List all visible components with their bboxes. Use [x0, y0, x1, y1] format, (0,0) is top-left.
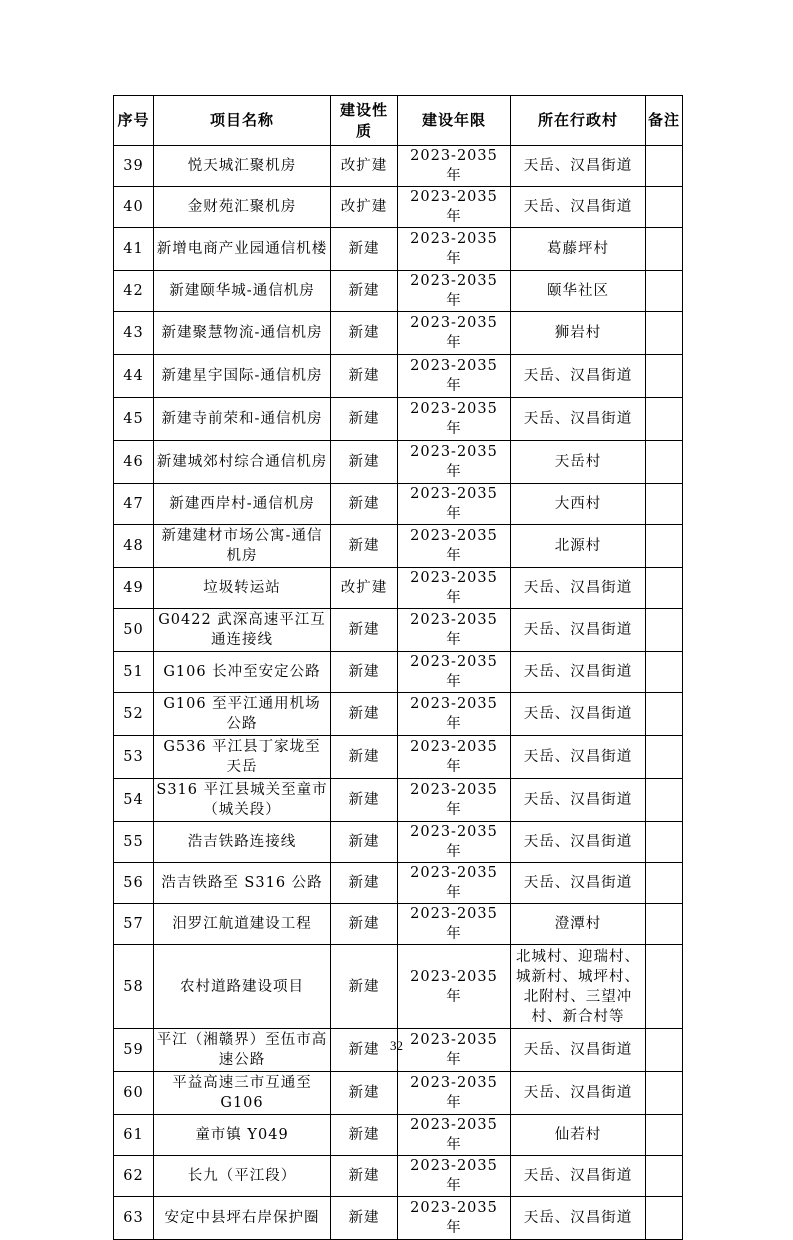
header-name: 项目名称: [154, 96, 331, 146]
cell-nature: 新建: [331, 736, 398, 779]
cell-name: S316 平江县城关至童市（城关段）: [154, 779, 331, 822]
cell-remark: [646, 779, 683, 822]
cell-nature: 新建: [331, 1197, 398, 1240]
cell-nature: 新建: [331, 271, 398, 312]
cell-village: 天岳、汉昌街道: [511, 822, 646, 863]
cell-village: 天岳、汉昌街道: [511, 1156, 646, 1197]
cell-period: 2023-2035 年: [398, 779, 511, 822]
cell-no: 40: [114, 187, 154, 228]
cell-no: 60: [114, 1072, 154, 1115]
cell-village: 天岳、汉昌街道: [511, 146, 646, 187]
cell-remark: [646, 736, 683, 779]
cell-no: 56: [114, 863, 154, 904]
cell-remark: [646, 693, 683, 736]
cell-nature: 新建: [331, 945, 398, 1029]
cell-nature: 改扩建: [331, 568, 398, 609]
cell-no: 53: [114, 736, 154, 779]
table-row: [114, 312, 683, 355]
cell-name: 新建聚慧物流-通信机房: [154, 312, 331, 355]
cell-remark: [646, 568, 683, 609]
cell-no: 49: [114, 568, 154, 609]
cell-remark: [646, 271, 683, 312]
cell-village: 天岳、汉昌街道: [511, 187, 646, 228]
table-row: [114, 484, 683, 525]
table-row: [114, 1197, 683, 1240]
cell-nature: 新建: [331, 1156, 398, 1197]
cell-name: 新增电商产业园通信机楼: [154, 228, 331, 271]
cell-remark: [646, 398, 683, 441]
cell-remark: [646, 312, 683, 355]
cell-nature: 新建: [331, 1029, 398, 1072]
cell-nature: 改扩建: [331, 146, 398, 187]
cell-name: 浩吉铁路连接线: [154, 822, 331, 863]
cell-name: 新建寺前荣和-通信机房: [154, 398, 331, 441]
cell-no: 52: [114, 693, 154, 736]
cell-name: 垃圾转运站: [154, 568, 331, 609]
table-row: [114, 398, 683, 441]
cell-period: 2023-2035 年: [398, 652, 511, 693]
table-row: [114, 1115, 683, 1156]
header-period: 建设年限: [398, 96, 511, 146]
cell-period: 2023-2035 年: [398, 736, 511, 779]
cell-period: 2023-2035 年: [398, 1156, 511, 1197]
cell-remark: [646, 1156, 683, 1197]
cell-no: 46: [114, 441, 154, 484]
cell-village: 北城村、迎瑞村、城新村、城坪村、北附村、三望冲村、新合村等: [511, 945, 646, 1029]
table-row: [114, 904, 683, 945]
cell-no: 57: [114, 904, 154, 945]
cell-nature: 新建: [331, 822, 398, 863]
cell-name: G106 长冲至安定公路: [154, 652, 331, 693]
cell-name: 平益高速三市互通至 G106: [154, 1072, 331, 1115]
cell-no: 45: [114, 398, 154, 441]
cell-no: 62: [114, 1156, 154, 1197]
cell-period: 2023-2035 年: [398, 693, 511, 736]
cell-remark: [646, 1197, 683, 1240]
cell-no: 51: [114, 652, 154, 693]
cell-remark: [646, 1072, 683, 1115]
cell-village: 天岳、汉昌街道: [511, 1197, 646, 1240]
cell-period: 2023-2035 年: [398, 822, 511, 863]
cell-village: 仙若村: [511, 1115, 646, 1156]
cell-no: 44: [114, 355, 154, 398]
table-row: [114, 441, 683, 484]
table-row: [114, 1156, 683, 1197]
cell-name: 平江（湘赣界）至伍市高速公路: [154, 1029, 331, 1072]
cell-remark: [646, 484, 683, 525]
cell-period: 2023-2035 年: [398, 1029, 511, 1072]
cell-nature: 新建: [331, 693, 398, 736]
cell-no: 48: [114, 525, 154, 568]
cell-nature: 新建: [331, 525, 398, 568]
cell-no: 63: [114, 1197, 154, 1240]
cell-remark: [646, 863, 683, 904]
table-row: [114, 525, 683, 568]
cell-name: 金财苑汇聚机房: [154, 187, 331, 228]
cell-nature: 新建: [331, 904, 398, 945]
table-row: [114, 945, 683, 1029]
cell-period: 2023-2035 年: [398, 568, 511, 609]
cell-name: 新建建材市场公寓-通信机房: [154, 525, 331, 568]
cell-remark: [646, 228, 683, 271]
cell-no: 58: [114, 945, 154, 1029]
table-body: [114, 146, 683, 1240]
cell-remark: [646, 904, 683, 945]
cell-village: 北源村: [511, 525, 646, 568]
page-number: 32: [390, 1038, 403, 1053]
header-village: 所在行政村: [511, 96, 646, 146]
cell-period: 2023-2035 年: [398, 525, 511, 568]
cell-village: 天岳、汉昌街道: [511, 693, 646, 736]
cell-period: 2023-2035 年: [398, 863, 511, 904]
cell-nature: 新建: [331, 355, 398, 398]
cell-name: G536 平江县丁家垅至天岳: [154, 736, 331, 779]
cell-no: 61: [114, 1115, 154, 1156]
table-row: [114, 1072, 683, 1115]
cell-village: 天岳、汉昌街道: [511, 398, 646, 441]
cell-no: 42: [114, 271, 154, 312]
cell-name: 长九（平江段）: [154, 1156, 331, 1197]
table-row: [114, 187, 683, 228]
cell-period: 2023-2035 年: [398, 1115, 511, 1156]
cell-period: 2023-2035 年: [398, 271, 511, 312]
cell-name: 新建星宇国际-通信机房: [154, 355, 331, 398]
cell-name: G106 至平江通用机场公路: [154, 693, 331, 736]
cell-nature: 新建: [331, 652, 398, 693]
cell-name: 新建颐华城-通信机房: [154, 271, 331, 312]
cell-period: 2023-2035 年: [398, 945, 511, 1029]
cell-remark: [646, 355, 683, 398]
cell-name: 浩吉铁路至 S316 公路: [154, 863, 331, 904]
table-row: [114, 779, 683, 822]
cell-remark: [646, 441, 683, 484]
cell-nature: 新建: [331, 398, 398, 441]
table-row: [114, 271, 683, 312]
cell-period: 2023-2035 年: [398, 1072, 511, 1115]
cell-no: 43: [114, 312, 154, 355]
cell-village: 天岳村: [511, 441, 646, 484]
cell-name: 悦天城汇聚机房: [154, 146, 331, 187]
cell-nature: 改扩建: [331, 187, 398, 228]
cell-nature: 新建: [331, 609, 398, 652]
cell-period: 2023-2035 年: [398, 609, 511, 652]
cell-name: 童市镇 Y049: [154, 1115, 331, 1156]
cell-nature: 新建: [331, 863, 398, 904]
table-row: [114, 652, 683, 693]
cell-remark: [646, 146, 683, 187]
cell-no: 41: [114, 228, 154, 271]
cell-nature: 新建: [331, 312, 398, 355]
cell-remark: [646, 525, 683, 568]
header-remark: 备注: [646, 96, 683, 146]
cell-period: 2023-2035 年: [398, 146, 511, 187]
cell-village: 天岳、汉昌街道: [511, 355, 646, 398]
table-row: [114, 863, 683, 904]
cell-village: 天岳、汉昌街道: [511, 863, 646, 904]
cell-nature: 新建: [331, 484, 398, 525]
cell-name: 汨罗江航道建设工程: [154, 904, 331, 945]
cell-period: 2023-2035 年: [398, 441, 511, 484]
cell-remark: [646, 652, 683, 693]
table-row: [114, 355, 683, 398]
table-row: [114, 736, 683, 779]
table-row: [114, 568, 683, 609]
cell-period: 2023-2035 年: [398, 228, 511, 271]
cell-village: 天岳、汉昌街道: [511, 779, 646, 822]
cell-village: 天岳、汉昌街道: [511, 652, 646, 693]
cell-village: 天岳、汉昌街道: [511, 1072, 646, 1115]
cell-nature: 新建: [331, 228, 398, 271]
cell-village: 天岳、汉昌街道: [511, 736, 646, 779]
cell-no: 54: [114, 779, 154, 822]
cell-name: 新建西岸村-通信机房: [154, 484, 331, 525]
cell-nature: 新建: [331, 1115, 398, 1156]
cell-village: 葛藤坪村: [511, 228, 646, 271]
cell-period: 2023-2035 年: [398, 1197, 511, 1240]
cell-remark: [646, 945, 683, 1029]
cell-village: 天岳、汉昌街道: [511, 609, 646, 652]
cell-period: 2023-2035 年: [398, 484, 511, 525]
cell-period: 2023-2035 年: [398, 355, 511, 398]
cell-name: 新建城郊村综合通信机房: [154, 441, 331, 484]
header-nature: 建设性质: [331, 96, 398, 146]
cell-remark: [646, 187, 683, 228]
cell-no: 55: [114, 822, 154, 863]
cell-village: 天岳、汉昌街道: [511, 1029, 646, 1072]
table-row: [114, 228, 683, 271]
table-row: [114, 146, 683, 187]
cell-no: 39: [114, 146, 154, 187]
cell-village: 大西村: [511, 484, 646, 525]
cell-nature: 新建: [331, 779, 398, 822]
cell-no: 50: [114, 609, 154, 652]
table-header-row: [114, 96, 683, 146]
cell-name: 农村道路建设项目: [154, 945, 331, 1029]
cell-village: 天岳、汉昌街道: [511, 568, 646, 609]
cell-period: 2023-2035 年: [398, 187, 511, 228]
cell-period: 2023-2035 年: [398, 398, 511, 441]
project-table: [113, 95, 683, 1240]
cell-village: 颐华社区: [511, 271, 646, 312]
table-row: [114, 822, 683, 863]
cell-period: 2023-2035 年: [398, 904, 511, 945]
cell-village: 狮岩村: [511, 312, 646, 355]
cell-remark: [646, 1115, 683, 1156]
header-no: 序号: [114, 96, 154, 146]
cell-nature: 新建: [331, 1072, 398, 1115]
cell-name: G0422 武深高速平江互通连接线: [154, 609, 331, 652]
cell-no: 47: [114, 484, 154, 525]
cell-name: 安定中县坪右岸保护圈: [154, 1197, 331, 1240]
cell-remark: [646, 609, 683, 652]
cell-nature: 新建: [331, 441, 398, 484]
cell-no: 59: [114, 1029, 154, 1072]
cell-village: 澄潭村: [511, 904, 646, 945]
cell-period: 2023-2035 年: [398, 312, 511, 355]
cell-remark: [646, 822, 683, 863]
table-row: [114, 693, 683, 736]
table-row: [114, 609, 683, 652]
